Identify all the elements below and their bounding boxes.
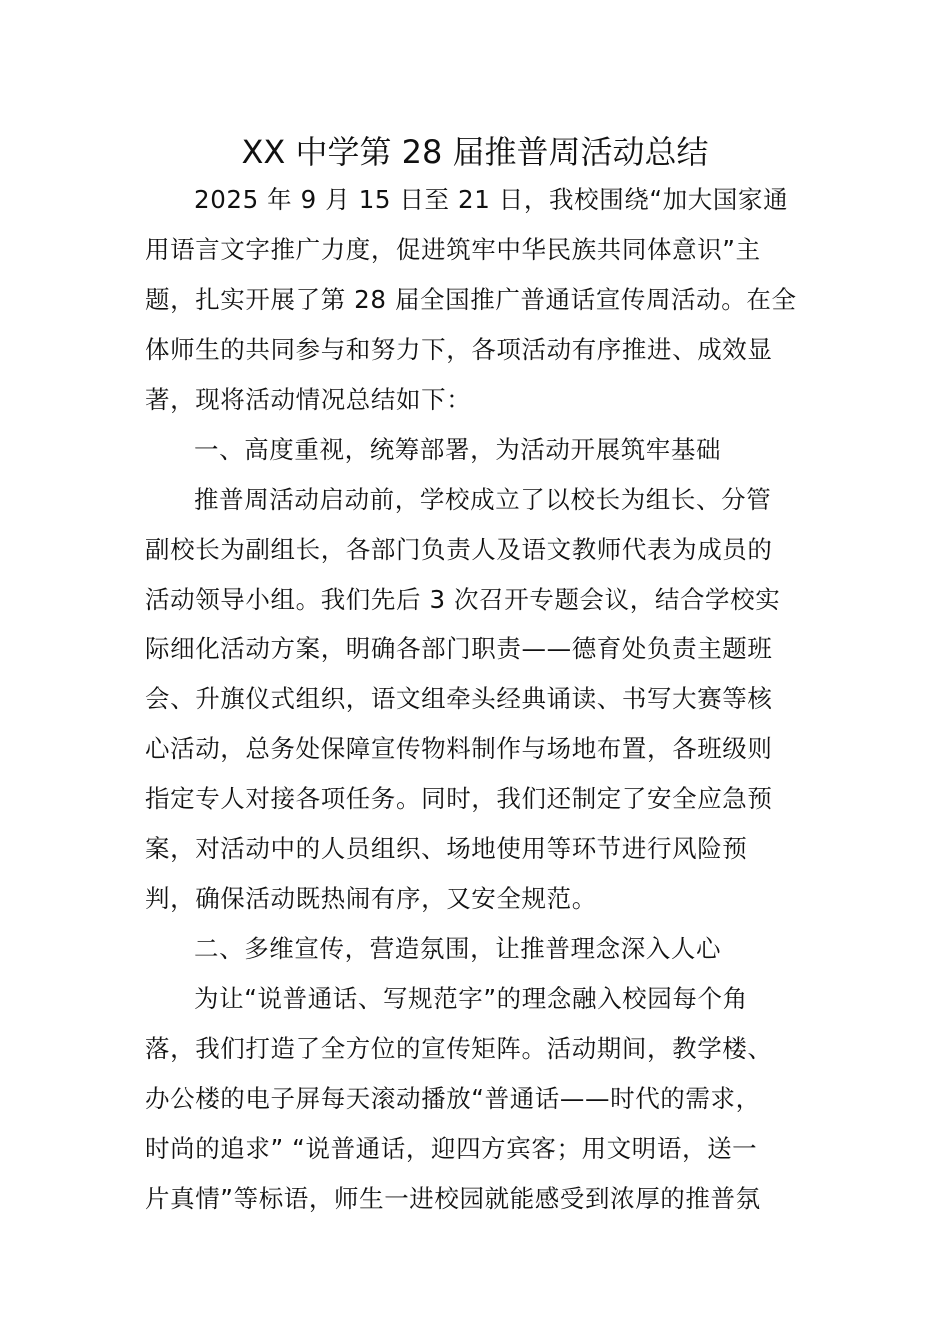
paragraph-line: 副校长为副组长，各部门负责人及语文教师代表为成员的 [145, 535, 773, 564]
paragraph-line: 时尚的追求” “说普通话，迎四方宾客；用文明语，送一 [145, 1134, 758, 1163]
section-heading-1: 一、高度重视，统筹部署，为活动开展筑牢基础 [194, 435, 722, 464]
paragraph-line: 活动领导小组。我们先后 3 次召开专题会议，结合学校实 [145, 585, 781, 614]
paragraph-line: 2025 年 9 月 15 日至 21 日，我校围绕“加大国家通 [194, 185, 789, 214]
paragraph-line: 为让“说普通话、写规范字”的理念融入校园每个角 [194, 984, 748, 1013]
paragraph-line: 体师生的共同参与和努力下，各项活动有序推进、成效显 [145, 335, 773, 364]
paragraph-line: 用语言文字推广力度，促进筑牢中华民族共同体意识”主 [145, 235, 761, 264]
paragraph-line: 推普周活动启动前，学校成立了以校长为组长、分管 [194, 485, 772, 514]
document-title: XX 中学第 28 届推普周活动总结 [241, 133, 709, 171]
paragraph-line: 办公楼的电子屏每天滚动播放“普通话——时代的需求， [145, 1084, 761, 1113]
paragraph-line: 会、升旗仪式组织，语文组牵头经典诵读、书写大赛等核 [145, 684, 773, 713]
paragraph-line: 指定专人对接各项任务。同时，我们还制定了安全应急预 [145, 784, 773, 813]
paragraph-line: 片真情”等标语，师生一进校园就能感受到浓厚的推普氛 [145, 1184, 761, 1213]
section-heading-2: 二、多维宣传，营造氛围，让推普理念深入人心 [194, 934, 722, 963]
paragraph-line: 案，对活动中的人员组织、场地使用等环节进行风险预 [145, 834, 748, 863]
paragraph-line: 判，确保活动既热闹有序，又安全规范。 [145, 884, 597, 913]
paragraph-line: 际细化活动方案，明确各部门职责——德育处负责主题班 [145, 634, 773, 663]
paragraph-line: 心活动，总务处保障宣传物料制作与场地布置，各班级则 [145, 734, 773, 763]
paragraph-line: 题，扎实开展了第 28 届全国推广普通话宣传周活动。在全 [145, 285, 797, 314]
paragraph-line: 落，我们打造了全方位的宣传矩阵。活动期间，教学楼、 [145, 1034, 773, 1063]
paragraph-line: 著，现将活动情况总结如下： [145, 385, 472, 414]
